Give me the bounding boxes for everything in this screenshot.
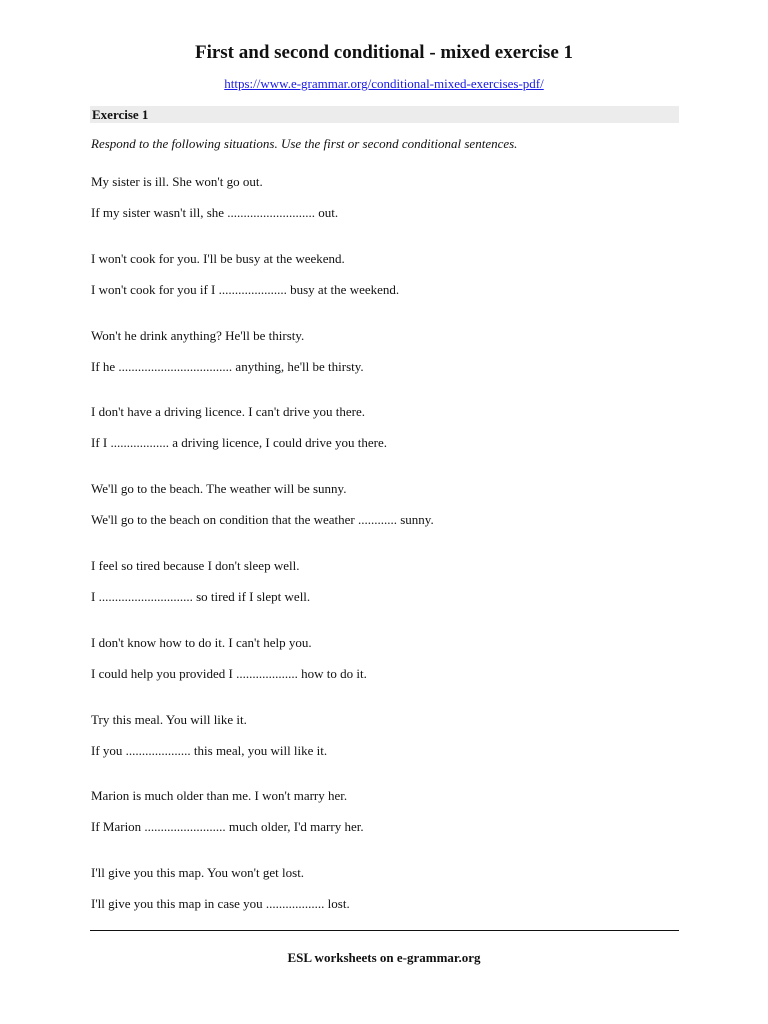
item-prompt: If I .................. a driving licence, I could drive you there. [91,435,388,451]
page-title: First and second conditional - mixed exercise 1 [194,42,574,63]
item-prompt: We'll go to the beach on condition that the weather ............ sunny. [91,512,434,528]
exercise-item [91,712,681,789]
item-situation: We'll go to the beach. The weather will be sunny. [91,481,347,497]
exercise-item [91,481,681,558]
exercise-item [91,404,681,481]
item-situation: I don't know how to do it. I can't help you. [91,634,312,650]
item-situation: Won't he drink anything? He'll be thirsty. [91,327,305,343]
exercise-heading: Exercise 1 [92,107,149,122]
source-url-link[interactable]: https://www.e-grammar.org/conditional-mixed-exercises-pdf/ [224,76,544,91]
exercise-heading-bar [90,106,679,123]
exercise-item [91,174,681,251]
footer-text: ESL worksheets on e-grammar.org [287,950,481,965]
item-situation: I won't cook for you. I'll be busy at the weekend. [91,250,345,266]
exercise-item [91,328,681,405]
exercise-item [91,635,681,712]
item-situation: Try this meal. You will like it. [91,711,247,727]
item-situation: My sister is ill. She won't go out. [91,174,263,189]
footer-divider [90,930,679,931]
item-prompt: If Marion ......................... much older, I'd marry her. [91,819,364,835]
item-situation: I'll give you this map. You won't get lost. [91,865,305,881]
item-prompt: I could help you provided I ................... how to do it. [91,665,367,681]
exercise-instructions: Respond to the following situations. Use the first or second conditional sentences. [91,136,518,151]
item-prompt: I ............................. so tired if I slept well. [91,588,311,604]
exercise-item [91,251,681,328]
item-prompt: If he ................................... anything, he'll be thirsty. [91,358,364,374]
item-prompt: If my sister wasn't ill, she ........................... out. [91,205,339,220]
exercise-item [91,788,681,865]
exercise-item [91,558,681,635]
item-situation: I don't have a driving licence. I can't drive you there. [91,404,365,420]
item-prompt: I'll give you this map in case you .................. lost. [91,896,350,912]
item-situation: Marion is much older than me. I won't marry her. [91,788,348,804]
item-prompt: I won't cook for you if I ..................... busy at the weekend. [91,281,400,297]
item-situation: I feel so tired because I don't sleep well. [91,557,300,573]
item-prompt: If you .................... this meal, you will like it. [91,742,328,758]
exercise-items [91,174,681,942]
